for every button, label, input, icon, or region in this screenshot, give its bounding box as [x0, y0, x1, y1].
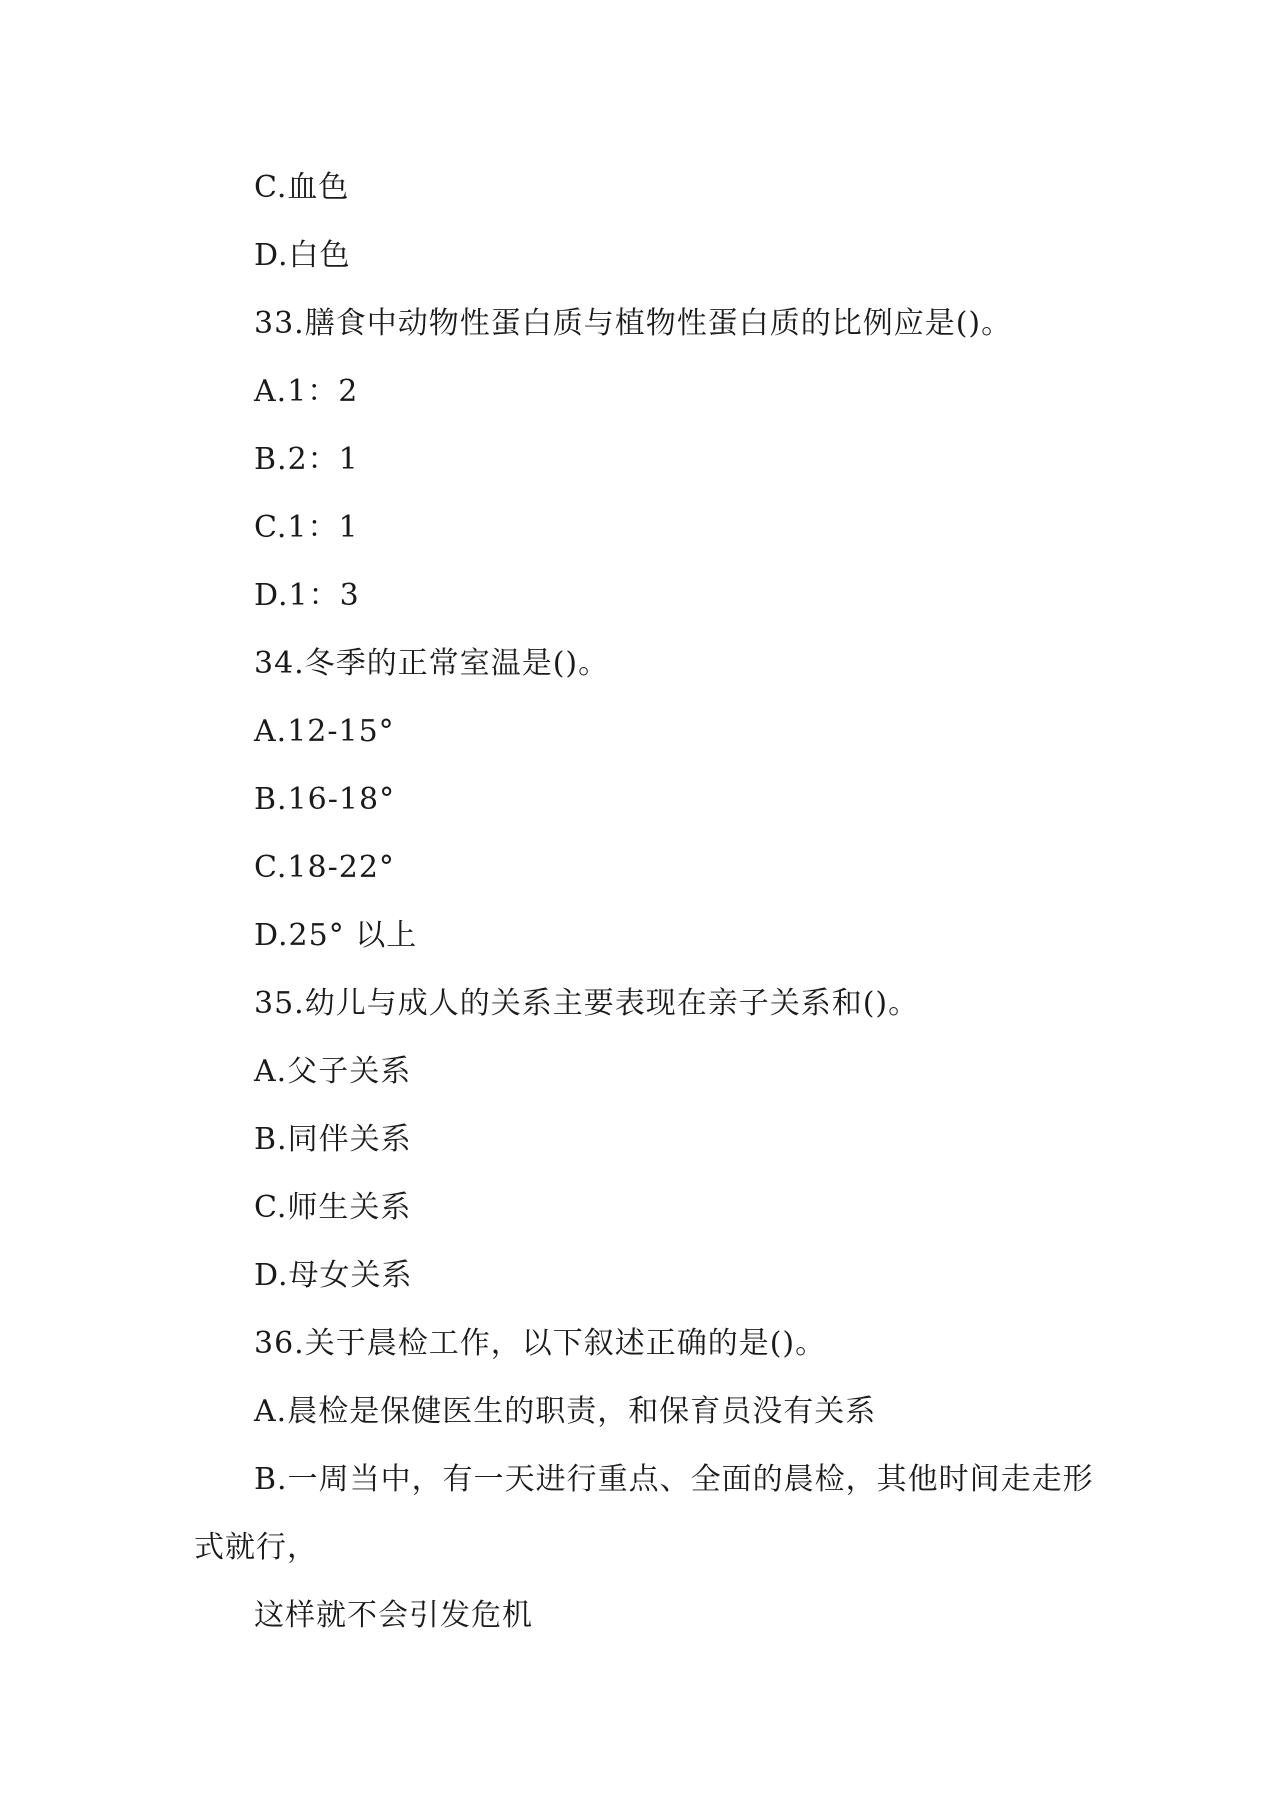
q33-question: 33.膳食中动物性蛋白质与植物性蛋白质的比例应是()。 — [254, 306, 1013, 341]
q35-question: 35.幼儿与成人的关系主要表现在亲子关系和()。 — [254, 986, 920, 1021]
q32-option-d: D.白色 — [254, 238, 351, 273]
q36-option-a: A.晨检是保健医生的职责，和保育员没有关系 — [254, 1394, 877, 1429]
q36-question: 36.关于晨检工作，以下叙述正确的是()。 — [254, 1326, 827, 1361]
q35-option-b: B.同伴关系 — [254, 1122, 412, 1157]
q34-option-d: D.25° 以上 — [254, 918, 418, 953]
q33-option-d: D.1：3 — [254, 578, 360, 613]
q34-option-a: A.12-15° — [254, 714, 395, 749]
q34-question: 34.冬季的正常室温是()。 — [254, 646, 610, 681]
q36-option-b: B.一周当中，有一天进行重点、全面的晨检，其他时间走走形 — [254, 1462, 1094, 1497]
q33-option-c: C.1：1 — [254, 510, 359, 545]
q33-option-b: B.2：1 — [254, 442, 359, 477]
q35-option-c: C.师生关系 — [254, 1190, 412, 1225]
q32-option-c: C.血色 — [254, 170, 350, 205]
q33-option-a: A.1：2 — [254, 374, 359, 409]
q35-option-a: A.父子关系 — [254, 1054, 412, 1089]
q36-option-b-continued: 式就行， — [194, 1530, 318, 1565]
q34-option-b: B.16-18° — [254, 782, 396, 817]
q35-option-d: D.母女关系 — [254, 1258, 413, 1293]
paragraph-text: 这样就不会引发危机 — [254, 1598, 533, 1633]
q34-option-c: C.18-22° — [254, 850, 395, 885]
